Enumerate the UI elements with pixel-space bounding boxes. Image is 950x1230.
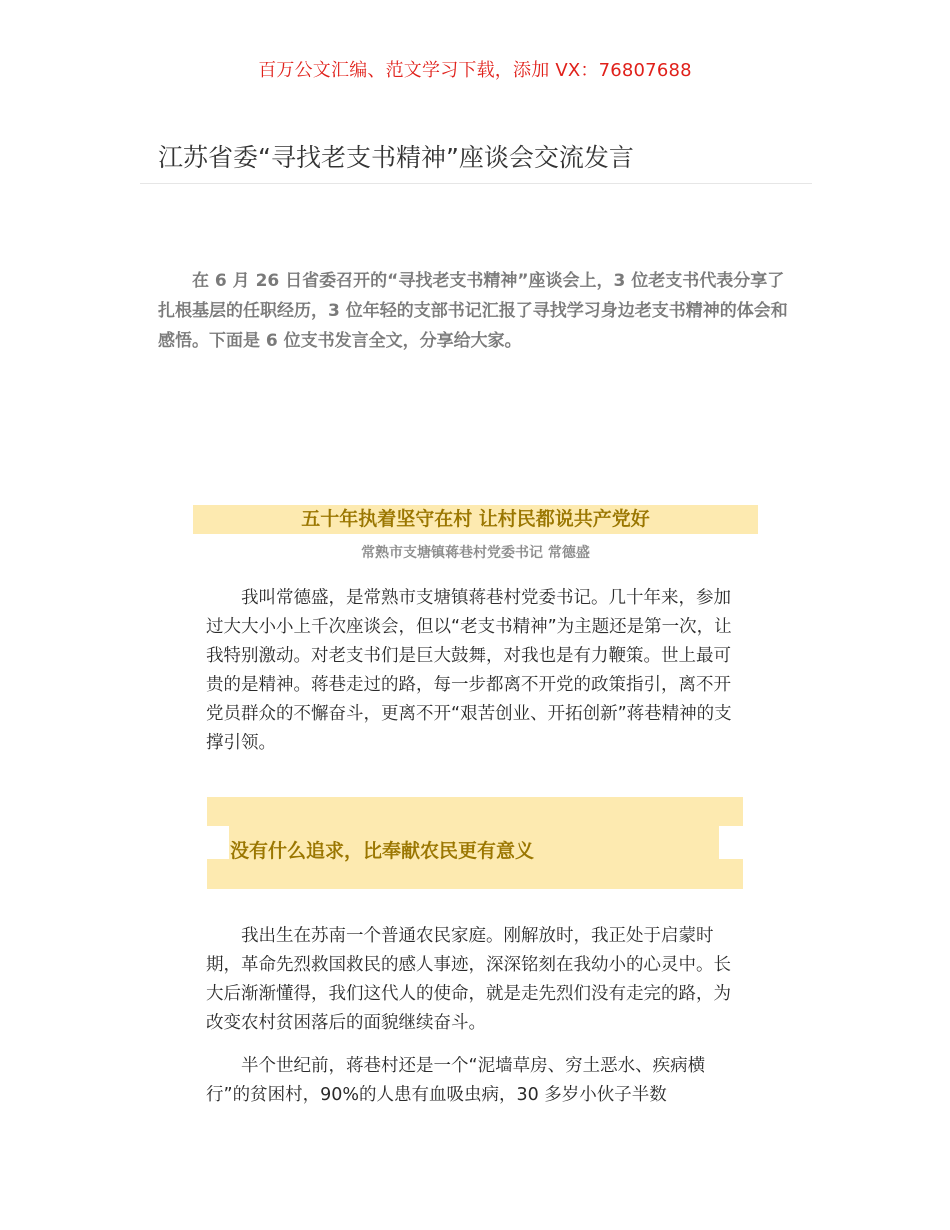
- speaker-byline: 常熟市支塘镇蒋巷村党委书记 常德盛: [361, 545, 590, 561]
- body-paragraph-1: 我叫常德盛，是常熟市支塘镇蒋巷村党委书记。几十年来，参加过大大小小上千次座谈会，但以“老支书精神”为主题还是第一次，让我特别激动。对老支书们是巨大鼓舞，对我也是有力鞭策。世上最可贵的是精神。蒋巷走过的路，每一步都离不开党的政策指引，离不开党员群众的不懈奋斗，更离不开“艰苦创业、开拓创新”蒋巷精神的支撑引领。: [206, 588, 732, 753]
- title-divider: [140, 183, 812, 184]
- subheading: 没有什么追求，比奉献农民更有意义: [230, 840, 535, 862]
- watermark-contact: 百万公文汇编、范文学习下载，添加 VX：76807688: [258, 60, 692, 81]
- section-title: 五十年执着坚守在村 让村民都说共产党好: [301, 508, 650, 530]
- subheading-box-notch-right: [719, 826, 743, 859]
- body-paragraph-2: 我出生在苏南一个普通农民家庭。刚解放时，我正处于启蒙时期，革命先烈救国救民的感人事迹，深深铭刻在我幼小的心灵中。长大后渐渐懂得，我们这代人的使命，就是走先烈们没有走完的路，为改变农村贫困落后的面貌继续奋斗。: [206, 926, 731, 1033]
- subheading-box-notch-left: [207, 826, 229, 859]
- article-title: 江苏省委“寻找老支书精神”座谈会交流发言: [158, 143, 634, 172]
- article-intro: 在 6 月 26 日省委召开的“寻找老支书精神”座谈会上，3 位老支书代表分享了扎根基层的任职经历，3 位年轻的支部书记汇报了寻找学习身边老支书精神的体会和感悟。下面是 6 位支书发言全文，分享给大家。: [158, 271, 788, 351]
- body-paragraph-3: 半个世纪前，蒋巷村还是一个“泥墙草房、穷土恶水、疾病横行”的贫困村，90%的人患有血吸虫病，30 多岁小伙子半数: [206, 1056, 706, 1105]
